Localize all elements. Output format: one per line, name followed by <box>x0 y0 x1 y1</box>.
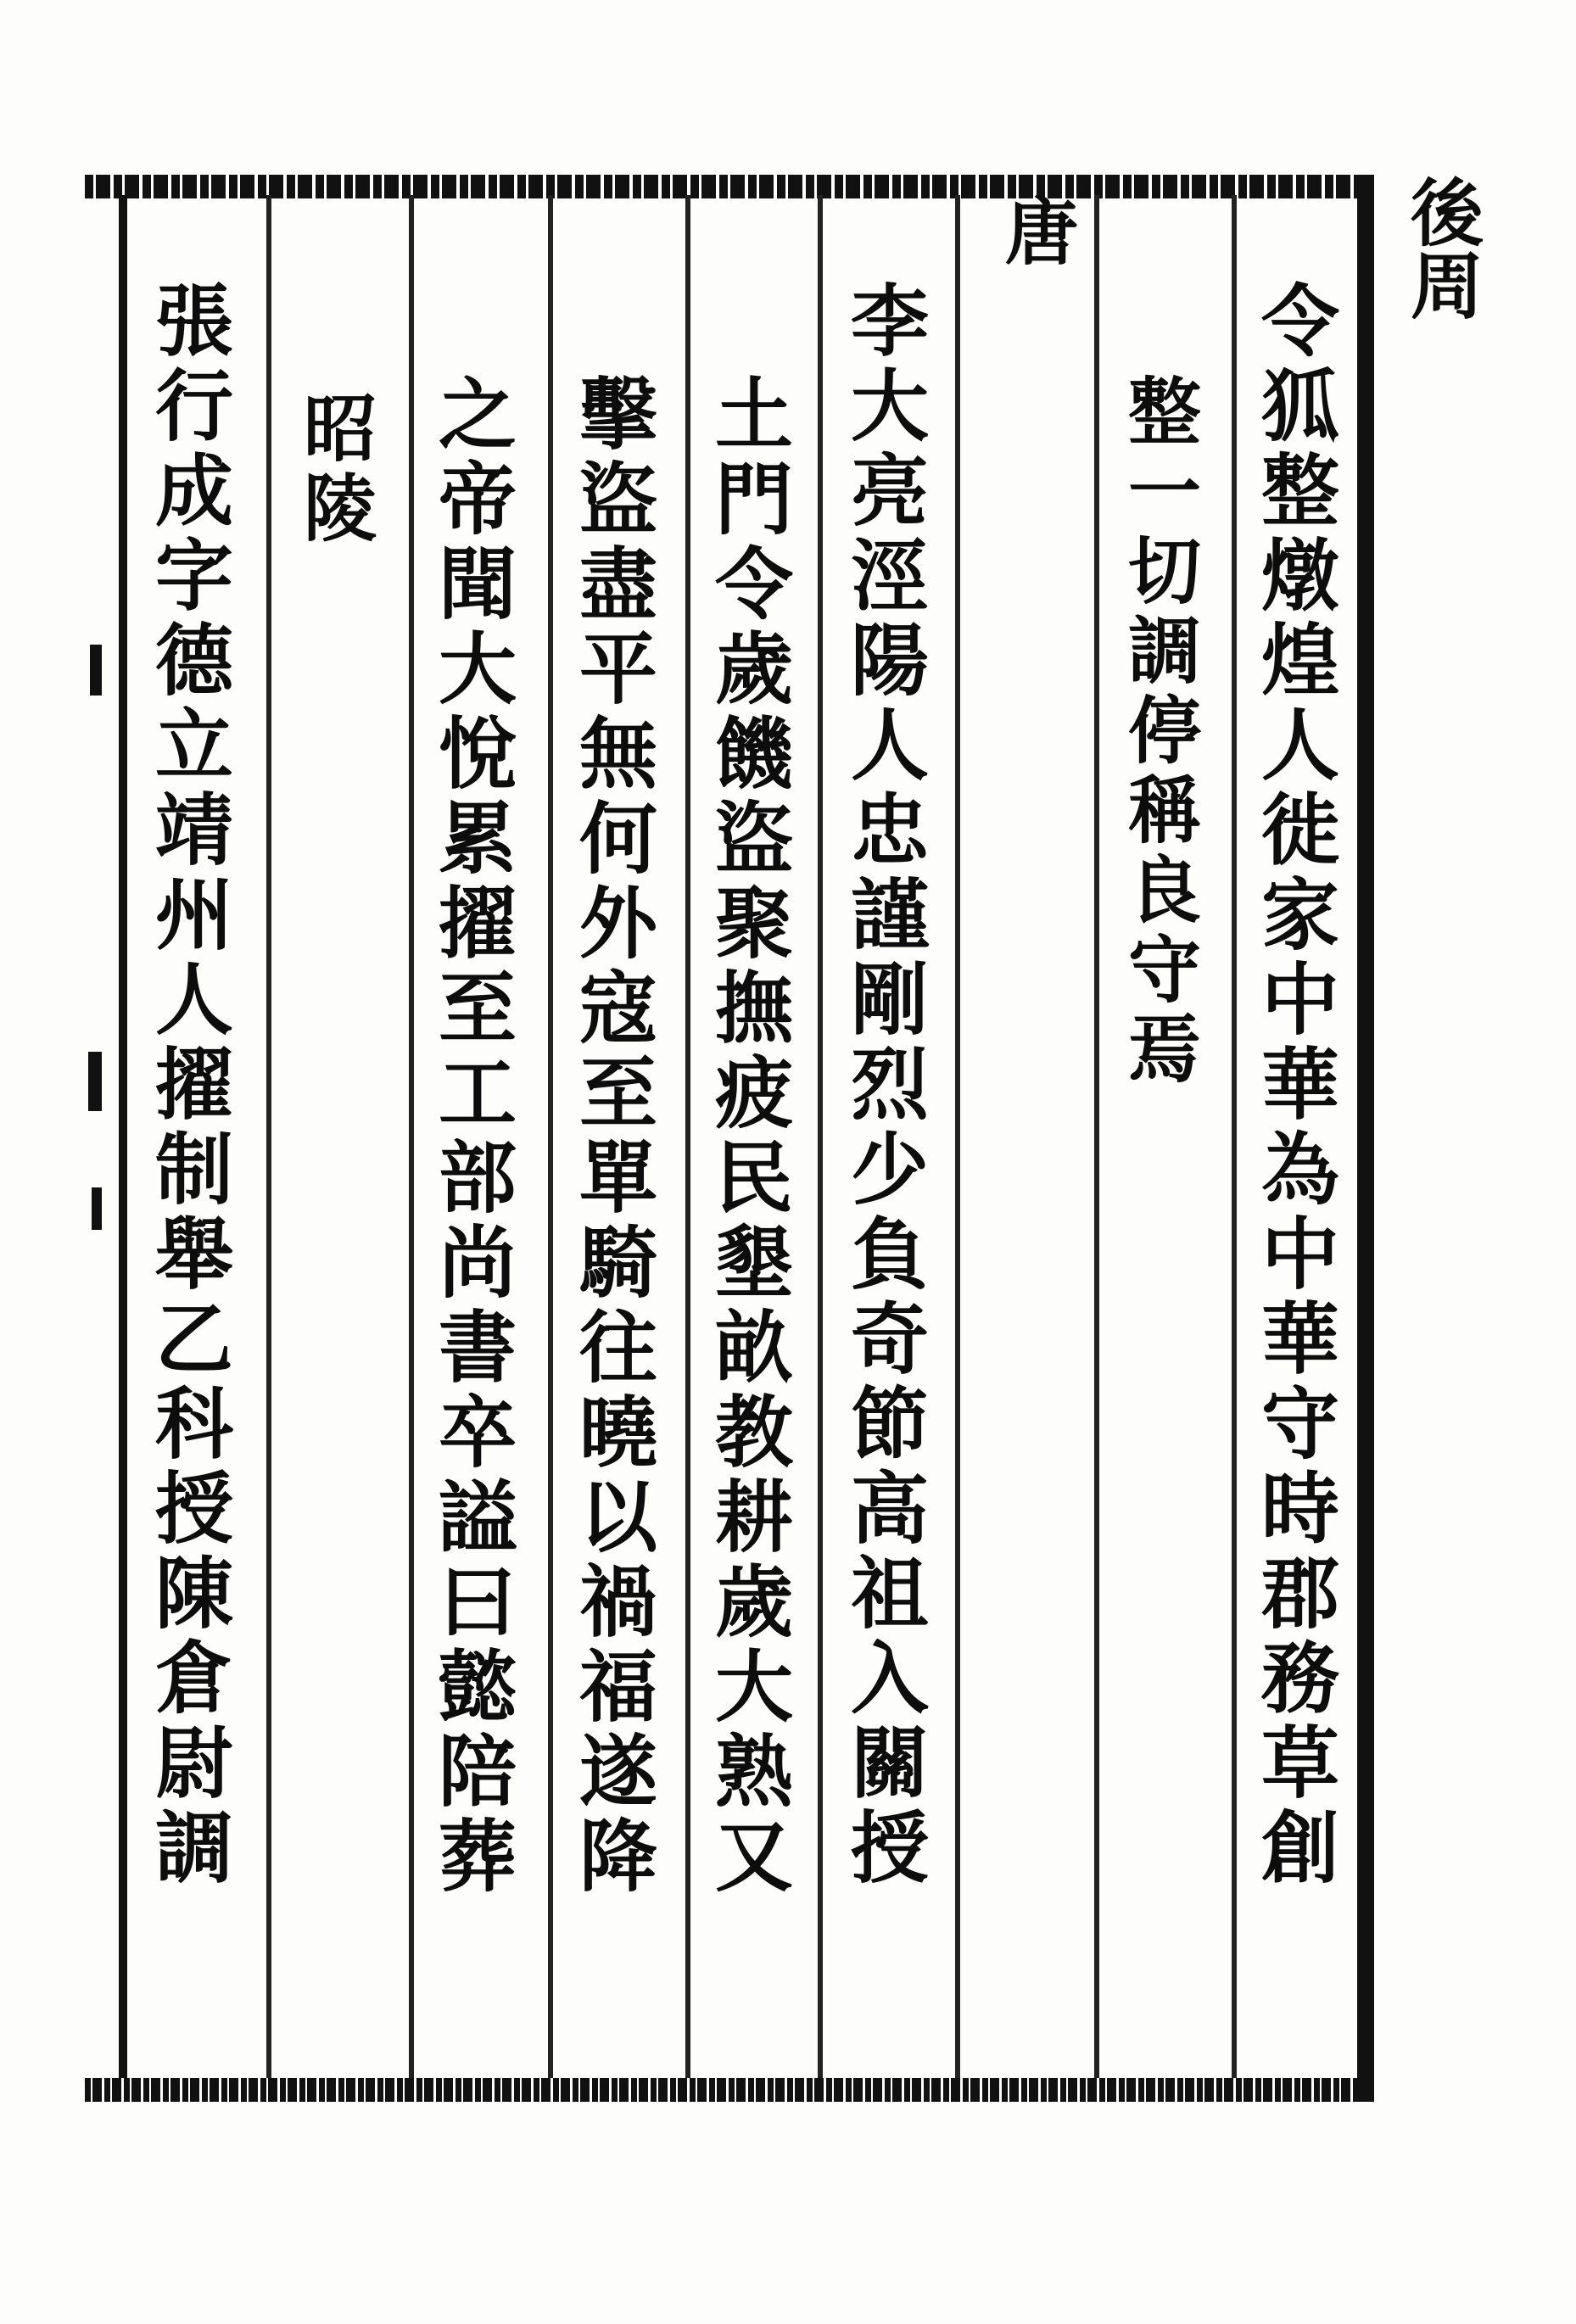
column-rule <box>548 195 553 2078</box>
text-column-4: 土門令歲饑盜聚撫疲民墾畝教耕歲大熟又 <box>702 373 794 1900</box>
column-rule <box>685 195 690 2078</box>
top-border <box>85 175 1374 198</box>
dynasty-header-tang: 唐 <box>992 193 1078 266</box>
column-rule <box>1094 195 1099 2078</box>
text-column-2: 整一切調停稱良守焉 <box>1115 373 1201 1091</box>
column-rule <box>818 195 823 2078</box>
text-column-6: 之帝聞大悅累擢至工部尚書卒謚曰懿陪葬 <box>426 373 517 1900</box>
column-rule <box>266 195 271 2078</box>
column-rule <box>409 195 414 2078</box>
text-column-5: 擊盜盡平無何外寇至單騎往曉以禍福遂降 <box>567 373 658 1900</box>
print-mark <box>88 1052 102 1111</box>
right-border <box>1357 175 1374 2102</box>
column-rule <box>955 195 960 2078</box>
dynasty-header-zhou: 後周 <box>1398 175 1484 321</box>
text-column-7: 昭陵 <box>291 390 377 550</box>
text-column-3: 李大亮涇陽人忠謹剛烈少負奇節高祖入關授 <box>838 280 930 1891</box>
left-edge-rule <box>119 195 127 2078</box>
column-rule <box>1232 195 1237 2078</box>
bottom-border <box>85 2078 1374 2102</box>
text-column-8: 張行成字德立靖州人擢制舉乙科授陳倉尉調 <box>143 280 234 1891</box>
print-mark <box>90 645 102 696</box>
text-column-1: 令狐整燉煌人徙家中華為中華守時郡務草創 <box>1249 280 1340 1891</box>
print-mark <box>92 1187 102 1230</box>
